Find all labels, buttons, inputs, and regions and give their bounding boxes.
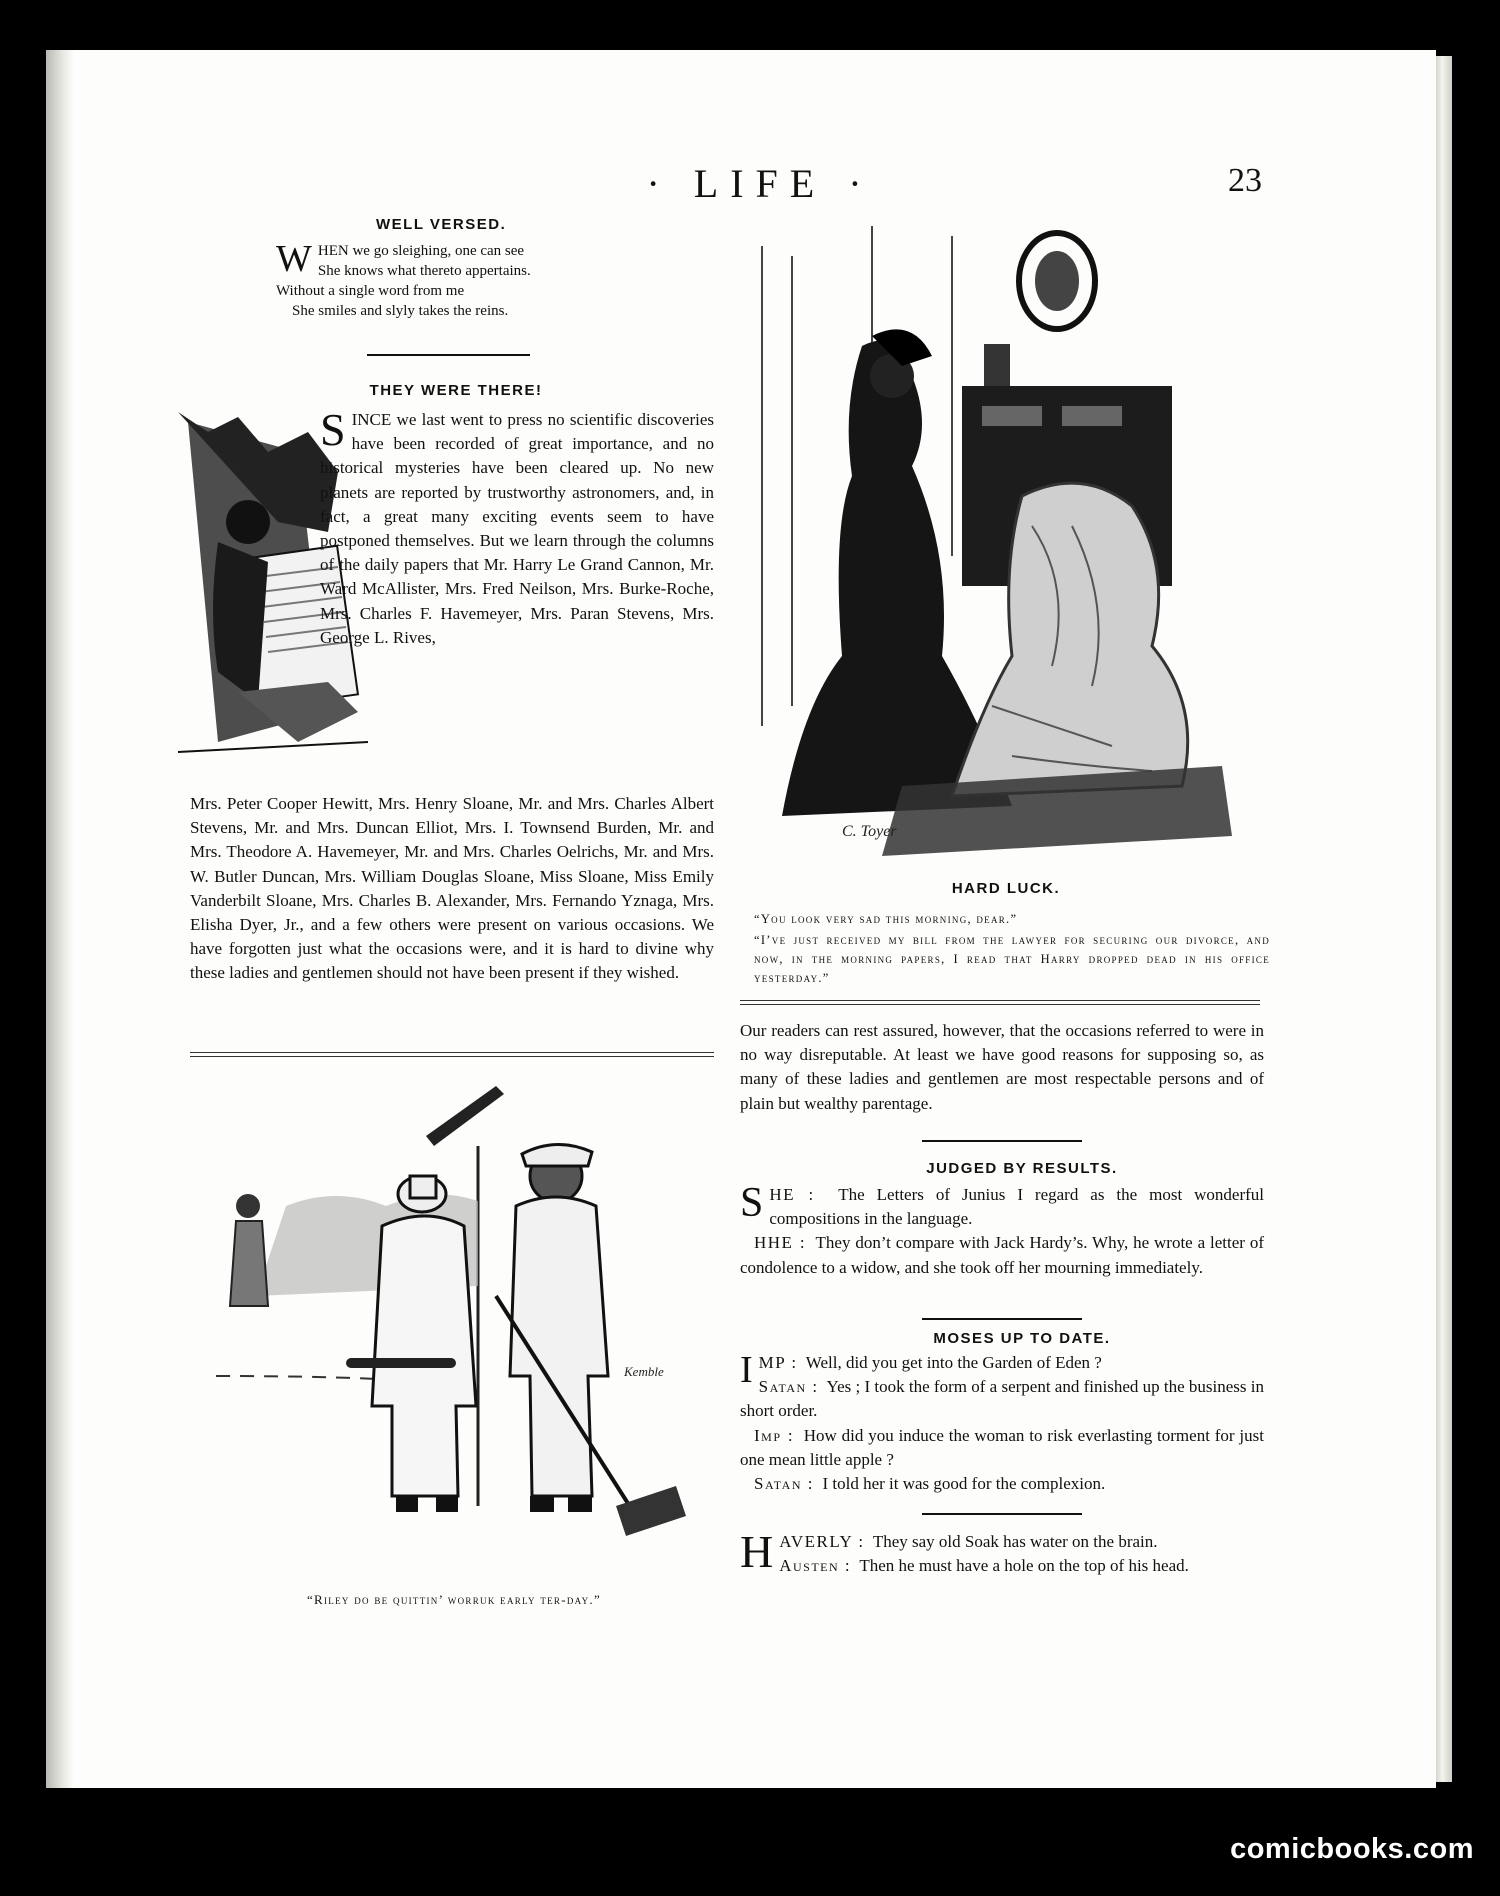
drop-cap: I (740, 1349, 753, 1391)
they-were-there-title: THEY WERE THERE! (369, 382, 543, 399)
illustrator-signature: Kemble (624, 1364, 664, 1379)
drop-cap: S (740, 1180, 764, 1226)
judged-by-results (740, 1160, 1264, 1280)
they-were-there-article-cont (190, 792, 714, 986)
speaker-label: Austen : (779, 1556, 852, 1576)
article-paragraph: Our readers can rest assured, however, that the occasions referred to were in no way disreputable. At least we have good reasons for supposing so, as many of these ladies and gentlemen are most respectable persons and of plain but wealthy parentage. (740, 1021, 1264, 1113)
moses-title: MOSES UP TO DATE. (933, 1330, 1111, 1347)
hard-luck-title: HARD LUCK. (951, 880, 1061, 897)
dialogue-text: They don’t compare with Jack Hardy’s. Why, he wrote a letter of condolence to a widow, and she took off her mourning immediately. (740, 1233, 1264, 1277)
article-paragraph: INCE we last went to press no scientific discoveries have been recorded of great importance, and no historical mysteries have been cleared up. No new planets are reported by trustworthy astronomers, and, in fact, a great many exciting events seem to have postponed themselves. But we learn through the columns of the daily papers that Mr. Harry Le Grand Cannon, Mr. Ward McAllister, Mrs. Fred Neilson, Mrs. Burke-Roche, Mrs. Charles F. Havemeyer, Mrs. Paran Stevens, Mrs. George L. Rives, (320, 410, 714, 647)
drop-cap: W (276, 238, 312, 280)
they-were-there-article (320, 404, 714, 650)
riley-caption: “Riley do be quittin’ worruk early ter-day.” (306, 1592, 602, 1607)
dialogue-text: I told her it was good for the complexion. (822, 1474, 1106, 1494)
dialogue-text: The Letters of Junius I regard as the most wonderful compositions in the language. (769, 1185, 1264, 1229)
dialogue-text: How did you induce the woman to risk everlasting torment for just one mean little apple ? (740, 1425, 1264, 1469)
watermark: comicbooks.com (1230, 1833, 1474, 1865)
section-divider (922, 1318, 1082, 1320)
dialogue-text: Yes ; I took the form of a serpent and finished up the business in short order. (740, 1377, 1264, 1421)
moses-up-to-date (740, 1330, 1264, 1496)
caption-line: “You look very sad this morning, dear.” (754, 912, 1018, 926)
masthead-title: · LIFE · (646, 161, 874, 206)
dialogue-text: Well, did you get into the Garden of Eden ? (805, 1353, 1102, 1372)
section-divider (922, 1140, 1082, 1142)
drop-cap: H (740, 1526, 774, 1577)
they-were-there-continued (740, 1019, 1264, 1116)
speaker-label: Satan : (754, 1474, 814, 1494)
dialogue-text: Then he must have a hole on the top of his head. (859, 1556, 1189, 1576)
poem-line: She smiles and slyly takes the reins. (292, 303, 509, 319)
hard-luck-illustration (752, 226, 1262, 866)
column-divider (740, 1000, 1260, 1005)
street-sweeper-illustration (196, 1076, 708, 1584)
well-versed-title: WELL VERSED. (376, 216, 507, 233)
haverly-joke (740, 1526, 1264, 1578)
poem-line: HEN we go sleighing, one can see (317, 243, 525, 259)
speaker-initial: H (754, 1233, 768, 1253)
poem-line: She knows what thereto appertains. (317, 263, 531, 279)
article-paragraph: Mrs. Peter Cooper Hewitt, Mrs. Henry Sloane, Mr. and Mrs. Charles Albert Stevens, Mr. and Mrs. Duncan Elliot, Mrs. I. Townsend Burden, Mr. and Mrs. Theodore A. Havemeyer, Mr. and Mrs. Charles Oelrichs, Mr. and Mrs. W. Butler Duncan, Mrs. William Douglas Sloane, Miss Sloane, Miss Emily Vanderbilt Sloane, Mrs. Charles B. Alexander, Mrs. Fernando Yznaga, Mrs. Elisha Dyer, Jr., and a few others were present on various occasions. We have forgotten just what the occasions were, and it is hard to divine why these ladies and gentlemen should not have been present if they wished. (190, 794, 714, 983)
page-edge (1436, 56, 1452, 1782)
speaker-label: AVERLY : (779, 1532, 865, 1551)
drop-cap: S (320, 404, 346, 455)
section-divider (367, 354, 530, 356)
illustrator-signature: C. Toyer (842, 823, 897, 840)
judged-title: JUDGED BY RESULTS. (926, 1160, 1118, 1177)
page-header (0, 160, 1500, 210)
page-binding-shadow (46, 50, 74, 1788)
poem-line: Without a single word from me (276, 283, 465, 299)
speaker-label: HE : (767, 1233, 807, 1253)
speaker-label: MP : (758, 1353, 798, 1372)
column-divider (190, 1052, 714, 1057)
speaker-label: Satan : (758, 1377, 819, 1397)
well-versed-poem (276, 216, 636, 321)
speaker-label: Imp : (754, 1425, 795, 1445)
section-divider (922, 1513, 1082, 1515)
page-number: 23 (1228, 162, 1262, 199)
caption-line: “I’ve just received my bill from the lawyer for securing our divorce, and now, in the morning papers, I read that Harry dropped dead in his office yesterday.” (754, 933, 1270, 985)
speaker-label: HE : (769, 1185, 815, 1204)
dialogue-text: They say old Soak has water on the brain. (872, 1532, 1158, 1551)
hard-luck-caption (742, 880, 1270, 988)
